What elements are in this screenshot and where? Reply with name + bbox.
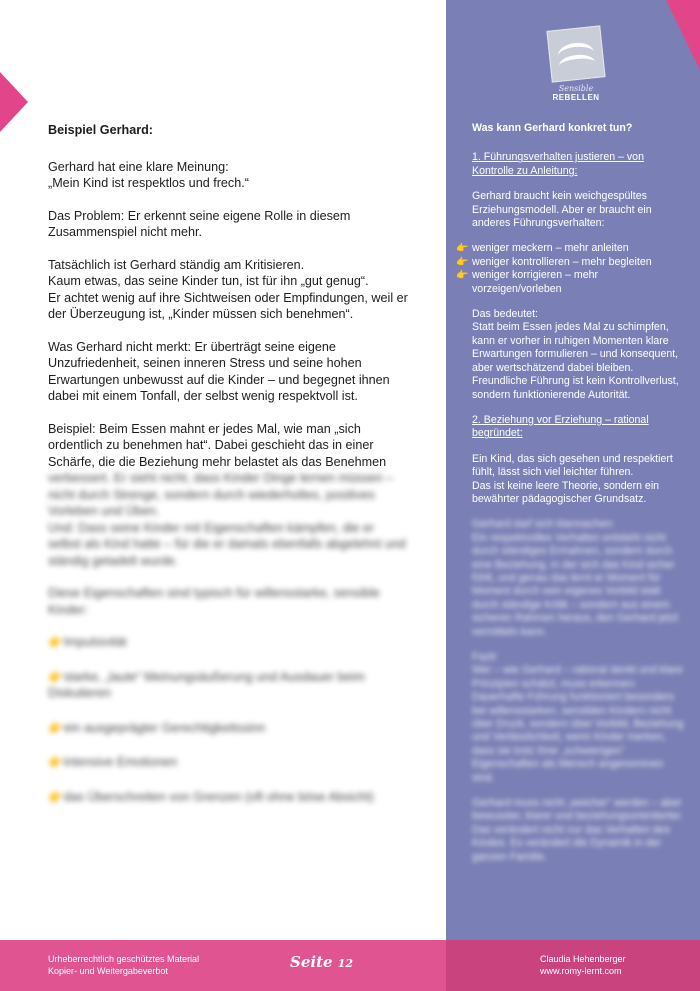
logo-script-text: Sensible <box>558 84 594 93</box>
paragraph-example-blurred: verbessert. Er sieht nicht, dass Kinder Dinge lernen müssen – nicht durch Strenge, sondern durch wiederholtes, positives Vorleben und Üben. Und: Dass seine Kinder mit Eigenschaften kämpfen, die er selbst als Kind hatte – für die er damals ebenfalls abgelehnt und ständig getadelt wurde. <box>48 471 406 568</box>
list-item: 👉 weniger meckern – mehr anleiten <box>456 242 629 255</box>
list-item: 👉 weniger korrigieren – mehr vorzeigen/vorleben <box>456 269 599 295</box>
pointing-hand-icon: 👉 <box>456 243 469 255</box>
paragraph-example: Beispiel: Beim Essen mahnt er jedes Mal, wie man „sich ordentlich zu benehmen hat“. Dabei geschieht das in einer Schärfe, die die Beziehung mehr belastet als das Benehmen <box>48 421 387 469</box>
traits-list <box>48 634 408 805</box>
pointing-hand-icon: 👉 <box>48 789 64 804</box>
page-number: Seite 12 <box>290 953 354 971</box>
sidebar-section1-paragraph: Gerhard braucht kein weichgespültes Erziehungsmodell. Aber er braucht ein anderes Führungsverhalten: <box>472 190 652 230</box>
paragraph-transfer: Was Gerhard nicht merkt: Er überträgt seine eigene Unzufriedenheit, seinen inneren Stress und seine hohen Erwartungen unbewusst auf die Kinder – und begegnet ihnen dabei mit einem Tonfall, der selbst wenig respektvoll ist. <box>48 339 390 403</box>
copyright-notice: Urheberrechtlich geschütztes Material Kopier- und Weitergabeverbot <box>48 954 200 976</box>
list-item: 👉das Überschreiten von Grenzen (oft ohne böse Absicht) <box>48 789 374 804</box>
paragraph-problem: Das Problem: Er erkennt seine eigene Rolle in diesem Zusammenspiel nicht mehr. <box>48 208 351 239</box>
corner-triangle-decoration <box>0 72 28 132</box>
sidebar-blurred-paragraph-1: Gerhard darf sich klarmachen: Ein respektvolles Verhalten entsteht nicht durch ständiges Ermahnen, sondern durch eine Beziehung, in der sich das Kind sicher fühlt, und genau das lernt er Moment für Moment durch sein eigenes Vorbild statt durch ständige Kritik – sondern aus einem sicheren Rahmen heraus, den Gerhard jetzt vermitteln kann. <box>472 518 679 638</box>
pointing-hand-icon: 👉 <box>456 270 469 282</box>
sidebar-list <box>456 242 684 296</box>
sidebar-meaning-paragraph: Das bedeutet: Statt beim Essen jedes Mal zu schimpfen, kann er vorher in ruhigen Momenten klare Erwartungen formulieren – und konsequent, aber wertschätzend dabei bleiben. Freundliche Führung ist kein Kontrollverlust, sondern funktionierende Autorität. <box>472 308 679 401</box>
website-link[interactable]: www.romy-lernt.com <box>540 965 622 976</box>
logo <box>548 28 604 104</box>
list-item: 👉intensive Emotionen <box>48 755 178 769</box>
author-name: Claudia Hehenberger <box>540 954 626 964</box>
pointing-hand-icon: 👉 <box>48 669 64 684</box>
paragraph-criticism: Tatsächlich ist Gerhard ständig am Kritisieren. Kaum etwas, das seine Kinder tun, ist für ihn „gut genug“. Er achtet wenig auf ihre Sichtweisen oder Empfindungen, weil er der Überzeugung ist, „Kinder müssen sich benehmen“. <box>48 257 408 321</box>
main-text <box>48 122 408 823</box>
list-item: 👉ein ausgeprägter Gerechtigkeitssinn <box>48 720 266 735</box>
pointing-hand-icon: 👉 <box>48 635 64 649</box>
author-info <box>540 954 626 977</box>
list-item: 👉 weniger kontrollieren – mehr begleiten <box>456 255 652 268</box>
section-heading: Beispiel Gerhard: <box>48 123 153 137</box>
sidebar-text <box>456 122 684 876</box>
sidebar-section2-paragraph: Ein Kind, das sich gesehen und respektiert fühlt, lässt sich viel leichter führen. Das ist keine leere Theorie, sondern ein bewährter pädagogischer Grundsatz. <box>472 452 673 505</box>
pointing-hand-icon: 👉 <box>48 755 64 769</box>
sidebar-section2-title: 2. Beziehung vor Erziehung – rational begründet: <box>472 413 649 440</box>
sidebar-heading: Was kann Gerhard konkret tun? <box>472 122 633 134</box>
page-footer <box>0 940 700 991</box>
sidebar-section1-title: 1. Führungsverhalten justieren – von Kontrolle zu Anleitung: <box>472 151 644 177</box>
pointing-hand-icon: 👉 <box>48 720 64 735</box>
list-item: 👉starke, „laute“ Meinungsäußerung und Ausdauer beim Diskutieren <box>48 669 365 700</box>
logo-wordmark: REBELLEN <box>552 93 600 102</box>
sidebar-blurred-paragraph-2: Fazit: Wer – wie Gerhard – rational denkt und klare Prinzipien schätzt, muss erkennen: Dauerhafte Führung funktioniert besonders bei willensstarken, sensiblen Kindern nicht über Druck, sondern über Vorbild, Beziehung und Verlässlichkeit, wenn Kinder merken, dass sie trotz ihrer „schwierigen“ Eigenschaften als Mensch angenommen sind. <box>472 651 684 784</box>
logo-icon <box>546 25 605 82</box>
corner-stripe-decoration <box>666 0 700 70</box>
pointing-hand-icon: 👉 <box>456 256 469 268</box>
paragraph-traits-intro: Diese Eigenschaften sind typisch für willensstarke, sensible Kinder: <box>48 586 380 617</box>
list-item: 👉Impulsivität <box>48 635 127 649</box>
paragraph-opinion: Gerhard hat eine klare Meinung: „Mein Kind ist respektlos und frech.“ <box>48 159 249 190</box>
sidebar-blurred-paragraph-3: Gerhard muss nicht „weicher“ werden – aber bewusster, klarer und beziehungsorientierter. Das verändert nicht nur das Verhalten des Kindes. Es verändert die Dynamik in der ganzen Familie. <box>472 797 683 863</box>
